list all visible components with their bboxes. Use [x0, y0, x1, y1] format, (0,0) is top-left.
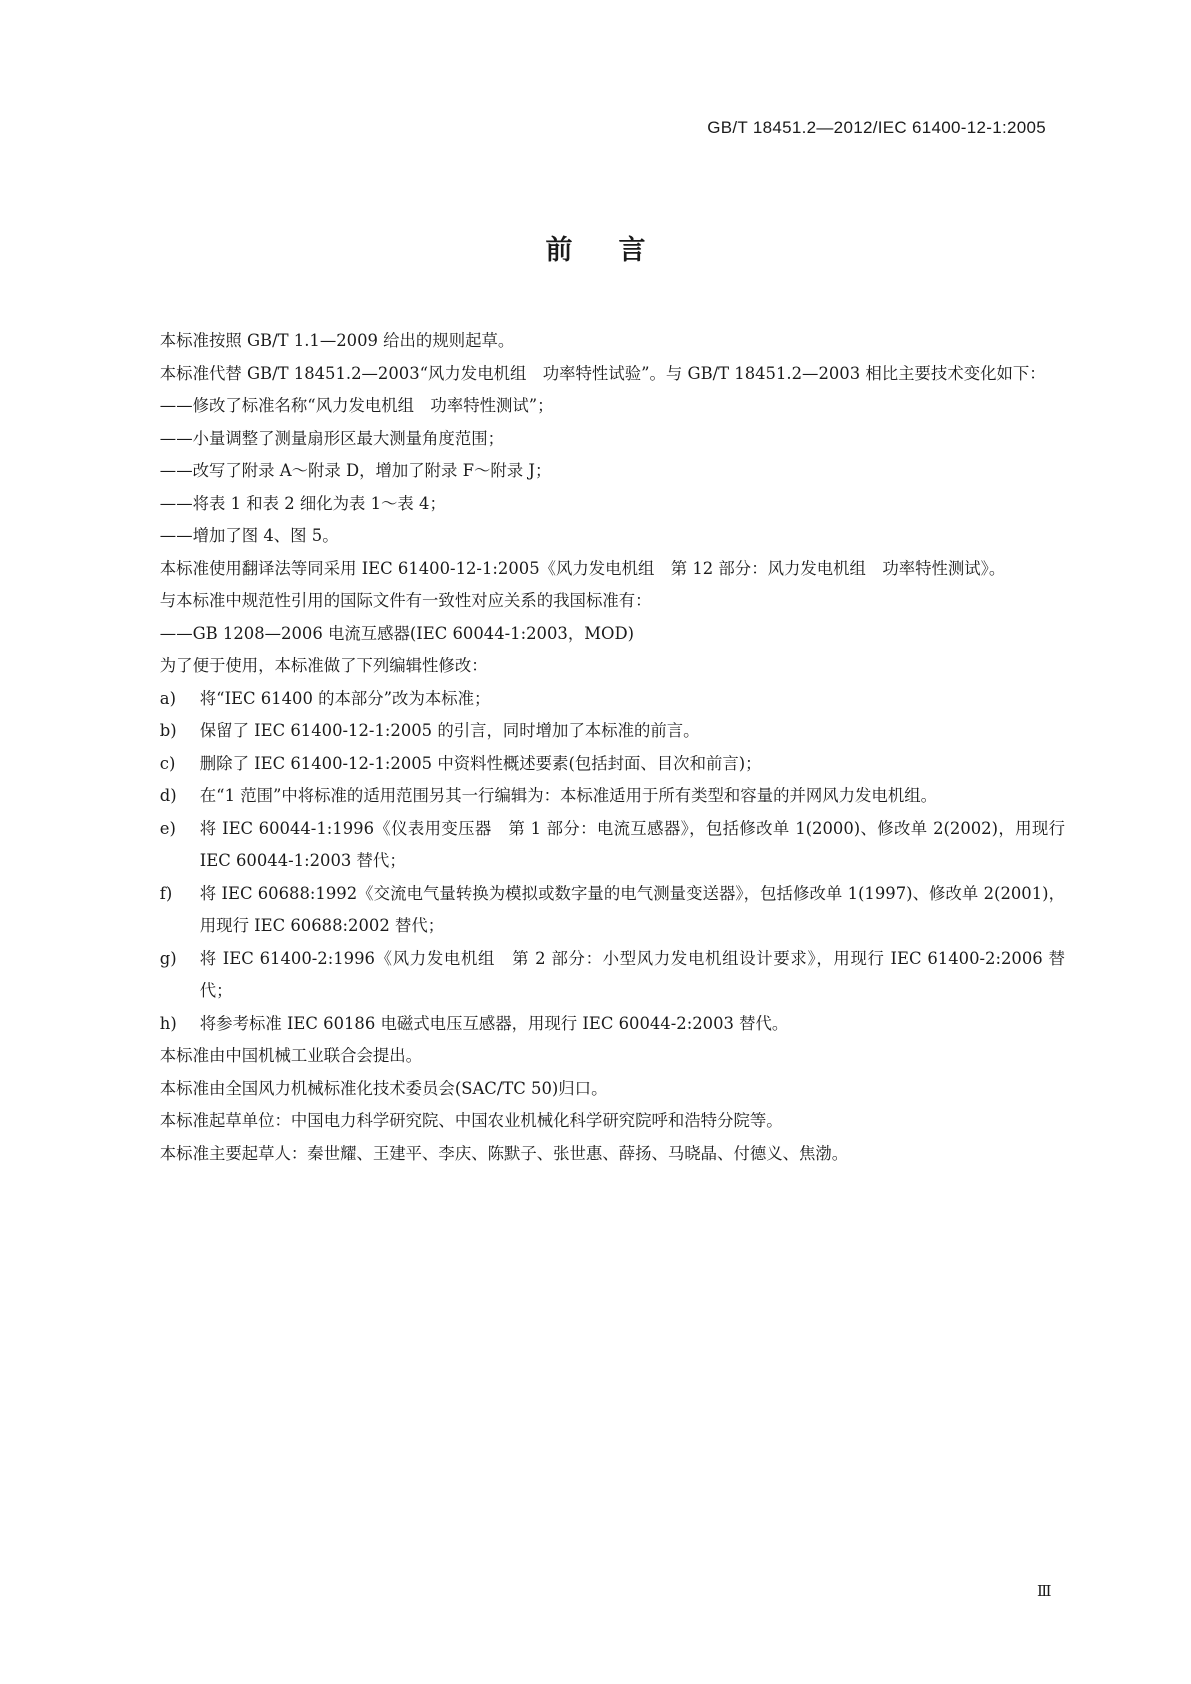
list-item [160, 715, 1065, 748]
list-item-label: a) [159, 688, 176, 708]
list-item [160, 1008, 1065, 1041]
list-item-label: d) [159, 786, 177, 805]
list-item-text: 将 IEC 61400-2:1996《风力发电机组 第 2 部分：小型风力发电机组设计要求》，用现行 IEC 61400-2:2006 替代； [199, 948, 1065, 1000]
dash-list-item: ——修改了标准名称“风力发电机组 功率特性测试”； [159, 396, 554, 415]
paragraph: 本标准使用翻译法等同采用 IEC 61400-12-1:2005《风力发电机组 第 12 部分：风力发电机组 功率特性测试》。 [159, 558, 1006, 578]
list-item-text: 将 IEC 60044-1:1996《仪表用变压器 第 1 部分：电流互感器》，包括修改单 1(2000)、修改单 2(2002)，用现行 IEC 60044-1:2003 替代； [199, 818, 1065, 870]
list-item-text: 将参考标准 IEC 60186 电磁式电压互感器，用现行 IEC 60044-2:2003 替代。 [199, 1013, 789, 1033]
list-item-text: 保留了 IEC 61400-12-1:2005 的引言，同时增加了本标准的前言。 [199, 721, 700, 740]
paragraph: 为了便于使用，本标准做了下列编辑性修改： [159, 656, 488, 675]
list-item-label: f) [159, 883, 173, 903]
list-item-label: e) [159, 818, 176, 838]
list-item [160, 683, 1065, 716]
list-item-label: h) [159, 1013, 177, 1033]
list-item-label: c) [159, 753, 176, 773]
standard-number-header: GB/T 18451.2—2012/IEC 61400-12-1:2005 [707, 118, 1046, 137]
paragraph: 本标准由全国风力机械标准化技术委员会(SAC/TC 50)归口。 [159, 1078, 608, 1098]
paragraph: 本标准由中国机械工业联合会提出。 [159, 1046, 423, 1065]
list-item [160, 878, 1065, 943]
list-item [160, 943, 1065, 1008]
list-item [160, 748, 1065, 781]
list-item-text: 将“IEC 61400 的本部分”改为本标准； [199, 688, 491, 708]
dash-list-item: ——改写了附录 A～附录 D，增加了附录 F～附录 J； [159, 461, 552, 480]
dash-list-item: ——GB 1208—2006 电流互感器(IEC 60044-1:2003，MOD) [159, 623, 634, 643]
list-item-text: 在“1 范围”中将标准的适用范围另其一行编辑为：本标准适用于所有类型和容量的并网风力发电机组。 [199, 786, 937, 805]
dash-list-item: ——增加了图 4、图 5。 [159, 526, 339, 545]
list-item-text: 将 IEC 60688:1992《交流电气量转换为模拟或数字量的电气测量变送器》，包括修改单 1(1997)、修改单 2(2001)，用现行 IEC 60688:2002 替代； [199, 883, 1065, 935]
list-item-label: b) [159, 721, 177, 740]
paragraph: 本标准按照 GB/T 1.1—2009 给出的规则起草。 [159, 331, 515, 350]
list-item-label: g) [159, 948, 177, 968]
paragraph: 本标准主要起草人：秦世耀、王建平、李庆、陈默子、张世惠、薛扬、马晓晶、付德义、焦渤。 [159, 1143, 849, 1163]
list-item-text: 删除了 IEC 61400-12-1:2005 中资料性概述要素(包括封面、目次和前言)； [199, 753, 762, 773]
foreword-body [127, 325, 1065, 1170]
list-item [160, 813, 1065, 878]
list-item [160, 780, 1065, 813]
page-title: 前言 [545, 235, 692, 266]
paragraph: 与本标准中规范性引用的国际文件有一致性对应关系的我国标准有： [159, 591, 652, 610]
paragraph: 本标准代替 GB/T 18451.2—2003“风力发电机组 功率特性试验”。与 GB/T 18451.2—2003 相比主要技术变化如下： [159, 363, 1046, 383]
dash-list-item: ——将表 1 和表 2 细化为表 1～表 4； [159, 493, 446, 513]
dash-list-item: ——小量调整了测量扇形区最大测量角度范围； [159, 428, 504, 448]
page-number: Ⅲ [1037, 1582, 1051, 1600]
paragraph: 本标准起草单位：中国电力科学研究院、中国农业机械化科学研究院呼和浩特分院等。 [159, 1111, 783, 1130]
